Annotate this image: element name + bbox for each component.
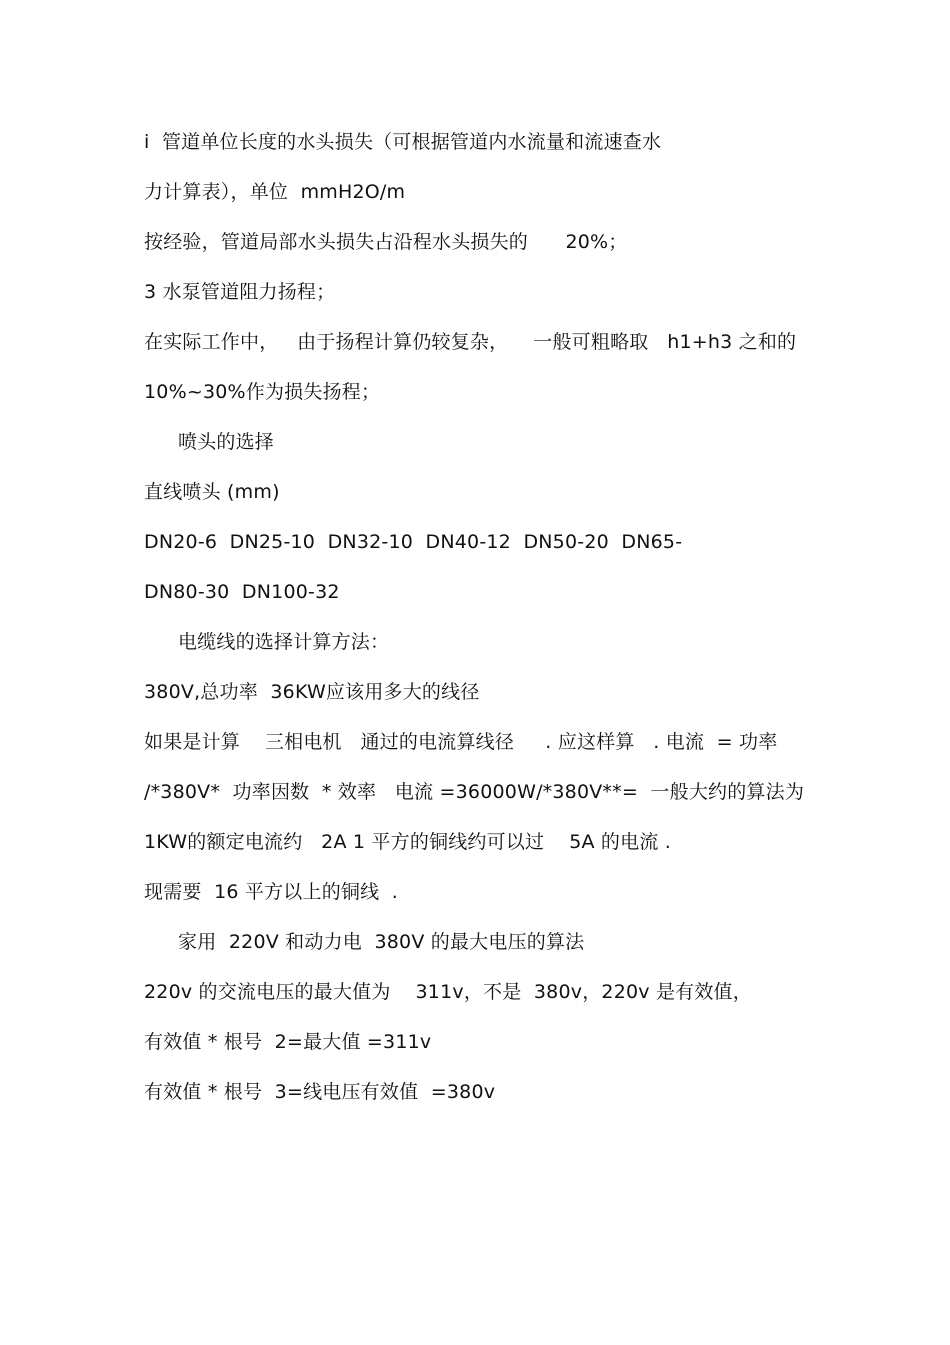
text-line-straight-nozzle: 直线喷头 (mm) bbox=[144, 481, 280, 503]
text-line-nozzle-sizes-1: DN20-6 DN25-10 DN32-10 DN40-12 DN50-20 DN65- bbox=[144, 531, 683, 553]
text-line-practical-estimate: 在实际工作中， 由于扬程计算仍较复杂， 一般可粗略取 h1+h3 之和的 bbox=[144, 331, 797, 353]
text-line-rms-root3: 有效值 * 根号 3=线电压有效值 =380v bbox=[144, 1081, 496, 1103]
section-heading-cable-selection: 电缆线的选择计算方法： bbox=[178, 631, 390, 653]
text-line-head-loss-unit: 力计算表），单位 mmH2O/m bbox=[144, 181, 406, 203]
text-line-cable-question: 380V,总功率 36KW应该用多大的线径 bbox=[144, 681, 480, 703]
text-line-current-calculation: /*380V* 功率因数 * 效率 电流 =36000W/*380V**= 一般大约的算法为 bbox=[144, 781, 805, 803]
text-line-rated-current: 1KW的额定电流约 2A 1 平方的铜线约可以过 5A 的电流 . bbox=[144, 831, 671, 853]
text-line-rms-root2: 有效值 * 根号 2=最大值 =311v bbox=[144, 1031, 432, 1053]
section-heading-nozzle-selection: 喷头的选择 bbox=[178, 431, 275, 453]
section-heading-max-voltage: 家用 220V 和动力电 380V 的最大电压的算法 bbox=[178, 931, 585, 953]
text-line-local-loss: 按经验，管道局部水头损失占沿程水头损失的 20%； bbox=[144, 231, 628, 253]
text-line-peak-voltage: 220v 的交流电压的最大值为 311v，不是 380v，220v 是有效值， bbox=[144, 981, 752, 1003]
text-line-head-loss-definition: i 管道单位长度的水头损失（可根据管道内水流量和流速查水 bbox=[144, 131, 662, 153]
text-line-nozzle-sizes-2: DN80-30 DN100-32 bbox=[144, 581, 340, 603]
text-line-copper-requirement: 现需要 16 平方以上的铜线 . bbox=[144, 881, 399, 903]
text-line-pump-resistance-heading: 3 水泵管道阻力扬程； bbox=[144, 281, 336, 303]
text-line-loss-percentage: 10%~30%作为损失扬程； bbox=[144, 381, 381, 403]
text-line-current-formula: 如果是计算 三相电机 通过的电流算线径 . 应这样算 . 电流 = 功率 bbox=[144, 731, 778, 753]
